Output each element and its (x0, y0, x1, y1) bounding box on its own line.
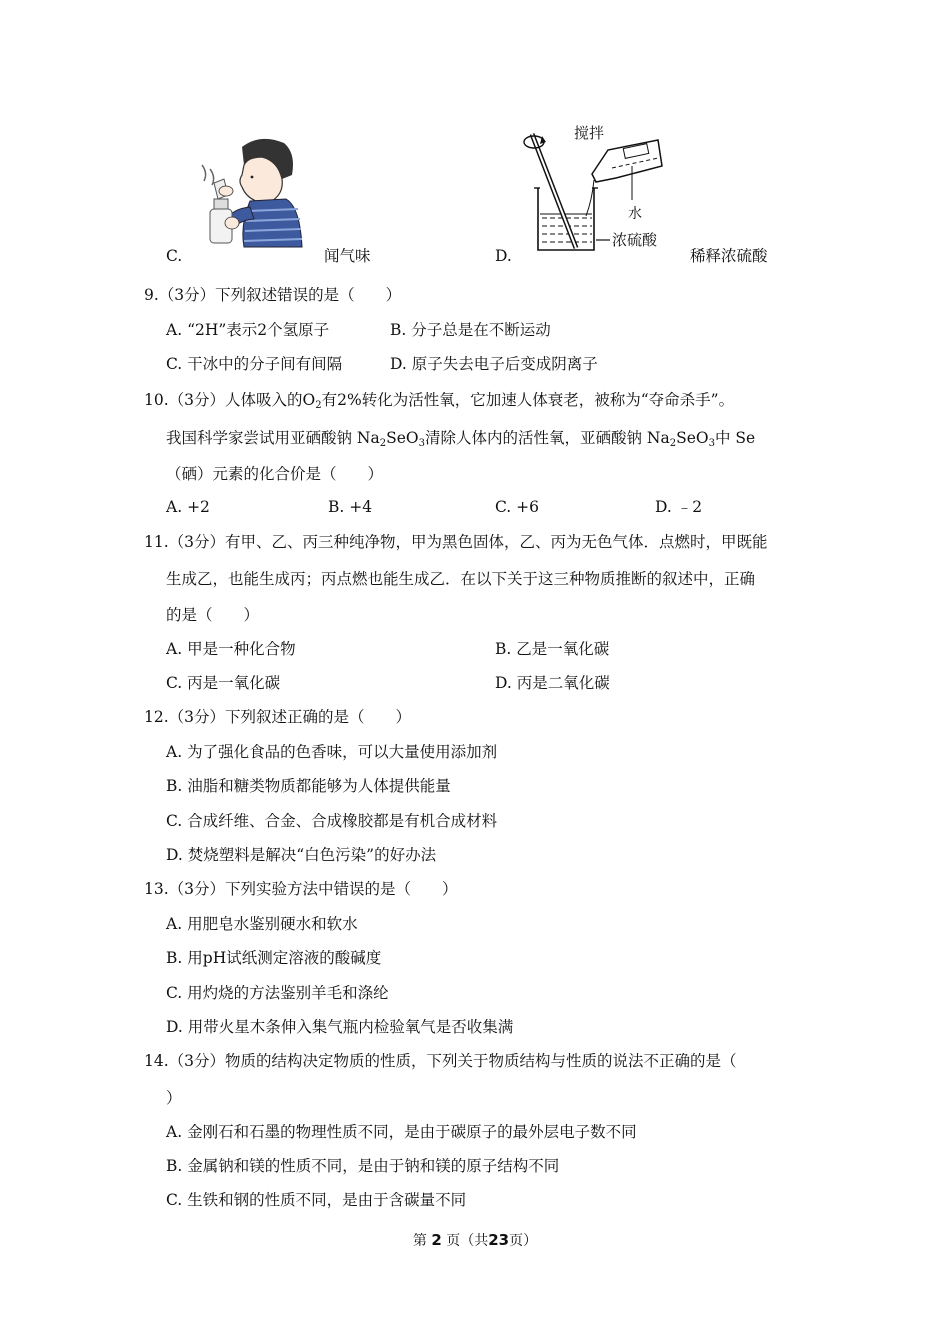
question-9-option-b: B. 分子总是在不断运动 (390, 321, 551, 339)
page-footer: 第 2 页（共23页） (412, 1231, 538, 1249)
question-stem: 下列叙述错误的是（ ） (215, 286, 402, 304)
question-13-option-c: C. 用灼烧的方法鉴别羊毛和涤纶 (166, 984, 389, 1002)
question-12-option-a: A. 为了强化食品的色香味，可以大量使用添加剂 (166, 743, 498, 761)
question-13-option-b: B. 用pH试纸测定溶液的酸碱度 (166, 949, 382, 967)
option-d-letter-figure: D. (495, 247, 512, 265)
stir-label: 搅拌 (574, 124, 605, 142)
boy-smelling-illustration (192, 135, 310, 253)
question-10-stem-line1: 10.（3分）人体吸入的$O_2$有2%转化为活性氧，它加速人体衰老，被称为“夺命杀手”。 (144, 391, 735, 411)
option-c-letter-figure: C. (166, 247, 183, 265)
current-page-number: 2 (431, 1231, 442, 1249)
question-13-option-a: A. 用肥皂水鉴别硬水和软水 (166, 915, 358, 933)
question-10-stem-line2: 我国科学家尝试用亚硒酸钠 $Na_2SeO_3$清除人体内的活性氧，亚硒酸钠 $Na_2SeO_3$中 Se (166, 429, 756, 449)
question-13-stem: 13.（3分）下列实验方法中错误的是（ ） (144, 880, 458, 898)
water-label: 水 (628, 206, 642, 222)
question-12-option-d: D. 焚烧塑料是解决“白色污染”的好办法 (166, 846, 437, 864)
question-14-option-a: A. 金刚石和石墨的物理性质不同，是由于碳原子的最外层电子数不同 (166, 1123, 637, 1141)
question-11-stem-line3: 的是（ ） (166, 606, 260, 624)
question-score: （3分） (158, 286, 216, 304)
acid-label: 浓硫酸 (612, 231, 658, 249)
question-9-option-c: C. 干冰中的分子间有间隔 (166, 355, 343, 373)
question-10-option-c: C. +6 (495, 498, 540, 516)
question-10-option-a: A. +2 (166, 498, 210, 516)
question-12-option-b: B. 油脂和糖类物质都能够为人体提供能量 (166, 777, 451, 795)
question-10-stem-line3: （硒）元素的化合价是（ ） (166, 465, 384, 483)
question-10-option-d: D. ﹣2 (655, 498, 703, 516)
question-14-stem-line1: 14.（3分）物质的结构决定物质的性质，下列关于物质结构与性质的说法不正确的是（ (144, 1052, 737, 1070)
question-11-option-a: A. 甲是一种化合物 (166, 640, 296, 658)
question-9-option-d: D. 原子失去电子后变成阴离子 (390, 355, 598, 373)
question-14-option-c: C. 生铁和钢的性质不同，是由于含碳量不同 (166, 1191, 467, 1209)
option-d-caption: 稀释浓硫酸 (690, 247, 768, 265)
question-11-stem-line2: 生成乙，也能生成丙；丙点燃也能生成乙．在以下关于这三种物质推断的叙述中，正确 (166, 570, 756, 588)
question-10-option-b: B. +4 (328, 498, 373, 516)
figure-dilute-acid (512, 120, 682, 260)
question-11-stem-line1: 11.（3分）有甲、乙、丙三种纯净物，甲为黑色固体，乙、丙为无色气体．点燃时，甲既能 (144, 533, 768, 551)
question-11-option-c: C. 丙是一氧化碳 (166, 674, 281, 692)
question-13-option-d: D. 用带火星木条伸入集气瓶内检验氧气是否收集满 (166, 1018, 514, 1036)
question-12-stem: 12.（3分）下列叙述正确的是（ ） (144, 708, 412, 726)
question-9-stem (144, 285, 401, 305)
question-11-option-b: B. 乙是一氧化碳 (495, 640, 610, 658)
figure-smell-gas (192, 135, 310, 253)
question-12-option-c: C. 合成纤维、合金、合成橡胶都是有机合成材料 (166, 812, 498, 830)
question-number: 9. (144, 286, 159, 304)
total-page-count: 23 (488, 1231, 510, 1249)
question-11-option-d: D. 丙是二氧化碳 (495, 674, 610, 692)
question-14-stem-line2: ） (166, 1089, 182, 1107)
question-14-option-b: B. 金属钠和镁的性质不同，是由于钠和镁的原子结构不同 (166, 1157, 560, 1175)
option-c-caption: 闻气味 (324, 247, 371, 265)
question-9-option-a: A. “2H”表示2个氢原子 (166, 321, 330, 339)
